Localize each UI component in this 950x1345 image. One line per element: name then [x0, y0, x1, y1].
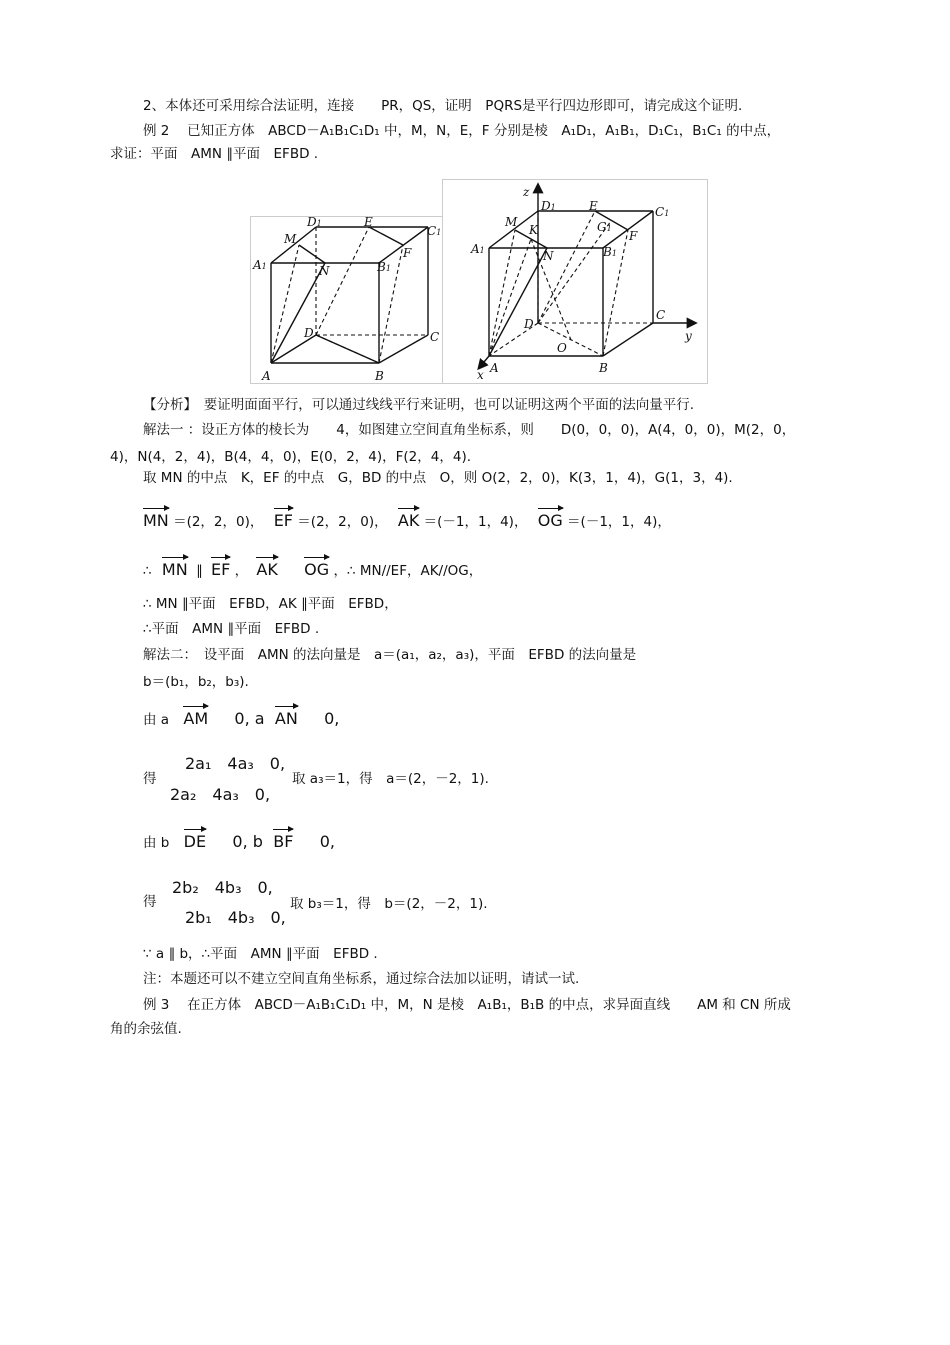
example-2-statement: 例 2 已知正方体 ABCD－A₁B₁C₁D₁ 中，M，N，E，F 分别是棱 A₁D₁，A₁B₁，D₁C₁，B₁C₁ 的中点， [143, 123, 781, 139]
vector-parallel-line [143, 561, 482, 580]
label-D1: D1 [307, 217, 322, 229]
label-A: A [262, 369, 271, 383]
solution-2-setup: 解法二： 设平面 AMN 的法向量是 a＝(a₁，a₂，a₃)，平面 EFBD 的法向量是 [143, 647, 637, 663]
label-O: O [557, 341, 567, 355]
label-C: C [430, 330, 440, 344]
vector-AK: AK [397, 511, 420, 530]
label-D1: D1 [541, 199, 556, 213]
vector-OG-value: ＝(－1，1，4)， [567, 514, 671, 530]
solution-2-b-vector: b＝(b₁，b₂，b₃). [143, 674, 249, 690]
label-B1: B1 [377, 260, 391, 274]
vector-MN-value: ＝(2，2，0)， [173, 514, 264, 530]
vector-DE: DE [183, 832, 207, 851]
label-M: M [505, 215, 518, 229]
label-F: F [629, 229, 638, 243]
label-F: F [403, 246, 412, 260]
label-A: A [490, 361, 499, 375]
cube-figure-1 [250, 216, 444, 384]
example-2-goal: 求证：平面 AMN ∥平面 EFBD . [110, 146, 319, 162]
label-D: D [304, 326, 314, 340]
eq1-middle: 0, a [234, 709, 265, 728]
eq1-prefix: 由 a [143, 712, 170, 728]
label-D: D [524, 317, 534, 331]
system-2-label: 得 [143, 894, 157, 910]
conclusion-2: ∵ a ∥ b，∴平面 AMN ∥平面 EFBD . [143, 946, 378, 962]
line-parallel-planes: ∴ MN ∥平面 EFBD，AK ∥平面 EFBD， [143, 596, 398, 612]
label-C1: C1 [655, 205, 670, 219]
label-K: K [529, 223, 538, 237]
solution-1-setup: 解法一 ：设正方体的棱长为 4，如图建立空间直角坐标系，则 D(0，0，0)，A(4，0，0)，M(2，0， [143, 422, 796, 438]
vector-AK-value: ＝(－1，1，4)， [423, 514, 528, 530]
label-z: z [523, 185, 530, 199]
example-3-statement: 例 3 在正方体 ABCD－A₁B₁C₁D₁ 中，M，N 是棱 A₁B₁，B₁B 的中点，求异面直线 AM 和 CN 所成 [143, 997, 791, 1013]
label-E: E [364, 217, 373, 229]
eq1-end: 0, [324, 709, 340, 728]
label-N: N [319, 264, 330, 278]
label-E: E [589, 199, 598, 213]
label-G: G1 [597, 220, 612, 234]
eq2-middle: 0, b [232, 832, 263, 851]
equation-a-dot [143, 710, 339, 729]
example-3-continuation: 角的余弦值. [110, 1021, 182, 1037]
vector-EF: EF [273, 511, 293, 530]
vector-MN: MN [143, 511, 169, 530]
paragraph-proof-note: 2、本体还可采用综合法证明，连接 PR，QS，证明 PQRS是平行四边形即可，请完成这个证明. [143, 98, 743, 114]
vector-OG: OG [304, 560, 330, 579]
solution-1-midpoints: 取 MN 的中点 K，EF 的中点 G，BD 的中点 O，则 O(2，2，0)，K(3，1，4)，G(1，3，4). [143, 470, 733, 486]
conclusion-tail: ，∴ MN//EF，AK//OG， [333, 563, 483, 579]
label-A1: A1 [471, 242, 485, 256]
vector-AK: AK [256, 560, 278, 579]
vector-AN: AN [274, 709, 298, 728]
label-C: C [656, 308, 666, 322]
label-y: y [685, 329, 692, 343]
system-1-result: 取 a₃＝1，得 a＝(2，－2，1). [292, 771, 489, 787]
vector-EF-value: ＝(2，2，0)， [297, 514, 388, 530]
label-A1: A1 [253, 258, 267, 272]
label-C1: C1 [427, 224, 442, 238]
system-1-row-1: 2a₁ 4a₃ 0, [185, 754, 286, 773]
analysis-paragraph: 【分析】 要证明面面平行，可以通过线线平行来证明，也可以证明这两个平面的法向量平行. [143, 397, 695, 413]
vector-BF: BF [273, 832, 294, 851]
eq2-prefix: 由 b [143, 835, 170, 851]
vector-OG: OG [537, 511, 563, 530]
system-1-row-2: 2a₂ 4a₃ 0, [170, 785, 271, 804]
comma: ， [234, 563, 249, 579]
label-B: B [375, 369, 384, 383]
vector-MN: MN [161, 560, 188, 579]
label-x: x [477, 368, 484, 382]
solution-1-coords: 4)，N(4，2，4)，B(4，4，0)，E(0，2，4)，F(2，4，4). [110, 449, 472, 465]
system-2-row-1: 2b₂ 4b₃ 0, [172, 878, 273, 897]
system-2-row-2: 2b₁ 4b₃ 0, [185, 908, 286, 927]
note-paragraph: 注：本题还可以不建立空间直角坐标系，通过综合法加以证明，请试一试. [143, 971, 580, 987]
label-B: B [599, 361, 608, 375]
cube-figure-2 [442, 179, 708, 384]
system-1-label: 得 [143, 771, 157, 787]
vector-EF: EF [211, 560, 231, 579]
parallel-symbol: ∥ [195, 563, 203, 579]
label-N: N [543, 249, 554, 263]
label-M: M [284, 232, 297, 246]
conclusion-1: ∴平面 AMN ∥平面 EFBD . [143, 621, 320, 637]
system-2-result: 取 b₃＝1，得 b＝(2，－2，1). [290, 896, 488, 912]
vector-values-line [143, 512, 671, 531]
therefore-symbol: ∴ [143, 563, 152, 579]
equation-b-dot [143, 833, 335, 852]
eq2-end: 0, [319, 832, 335, 851]
cube-figure-1-drawing [251, 217, 443, 383]
label-B1: B1 [603, 245, 617, 259]
vector-AM: AM [183, 709, 209, 728]
cube-figure-2-drawing [443, 180, 707, 383]
